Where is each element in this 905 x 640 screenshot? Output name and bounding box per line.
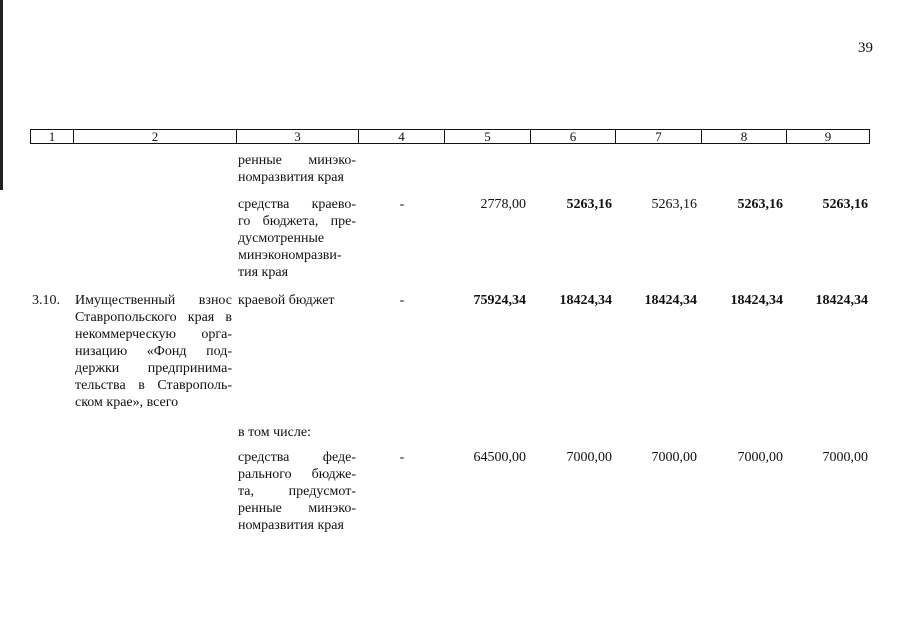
text-line: рального бюдже- — [238, 467, 356, 482]
text-line: номразвития края — [238, 518, 344, 533]
row-funding-source — [238, 152, 356, 186]
row-value-col8: 18424,34 — [730, 293, 783, 308]
text-line: тельства в Ставрополь- — [75, 378, 232, 393]
text-line: Ставропольского края в — [75, 310, 232, 325]
text-line: ском крае», всего — [75, 395, 179, 410]
page-edge-line — [0, 0, 3, 190]
row-value-col7: 5263,16 — [651, 197, 697, 212]
row-value-col5: 2778,00 — [480, 197, 526, 212]
text-line: та, предусмот- — [238, 484, 356, 499]
header-col-3: 3 — [237, 130, 359, 143]
text-line: ренные минэко- — [238, 153, 356, 168]
row-funding-source — [238, 196, 356, 281]
header-col-7: 7 — [616, 130, 702, 143]
text-line: средства феде- — [238, 450, 356, 465]
row-value-col7: 7000,00 — [651, 450, 697, 465]
text-line: номразвития края — [238, 170, 344, 185]
row-funding-source: в том числе: — [238, 425, 311, 440]
row-value-col8: 5263,16 — [737, 197, 783, 212]
row-value-col5: 64500,00 — [473, 450, 526, 465]
row-value-col9: 18424,34 — [815, 293, 868, 308]
header-col-2: 2 — [74, 130, 237, 143]
row-value-col9: 5263,16 — [822, 197, 868, 212]
header-col-6: 6 — [531, 130, 616, 143]
text-line: некоммерческую орга- — [75, 327, 232, 342]
header-col-1: 1 — [31, 130, 74, 143]
row-value-col7: 18424,34 — [644, 293, 697, 308]
table-header-row — [30, 129, 870, 144]
row-number: 3.10. — [32, 293, 60, 308]
text-line: минэкономразви- — [238, 248, 342, 263]
text-line: тия края — [238, 265, 289, 280]
row-value-col9: 7000,00 — [822, 450, 868, 465]
text-line: го бюджета, пре- — [238, 214, 356, 229]
row-col4-value: - — [399, 450, 405, 465]
row-funding-source: краевой бюджет — [238, 293, 335, 308]
text-line: средства краево- — [238, 197, 356, 212]
text-line: Имущественный взнос — [75, 293, 232, 308]
header-col-4: 4 — [359, 130, 445, 143]
text-line: низацию «Фонд под- — [75, 344, 232, 359]
header-col-9: 9 — [824, 129, 832, 144]
text-line: дусмотренные — [238, 231, 325, 246]
row-col4-value: - — [399, 293, 405, 308]
row-description — [75, 292, 232, 411]
header-col-8: 8 — [702, 130, 787, 143]
row-value-col5: 75924,34 — [473, 293, 526, 308]
row-value-col8: 7000,00 — [737, 450, 783, 465]
row-funding-source — [238, 449, 356, 534]
row-value-col6: 18424,34 — [559, 293, 612, 308]
text-line: держки предпринима- — [75, 361, 232, 376]
row-col4-value: - — [399, 197, 405, 212]
row-value-col6: 7000,00 — [566, 450, 612, 465]
header-col-5: 5 — [445, 130, 531, 143]
row-value-col6: 5263,16 — [566, 197, 612, 212]
page-number: 39 — [858, 40, 873, 56]
text-line: ренные минэко- — [238, 501, 356, 516]
